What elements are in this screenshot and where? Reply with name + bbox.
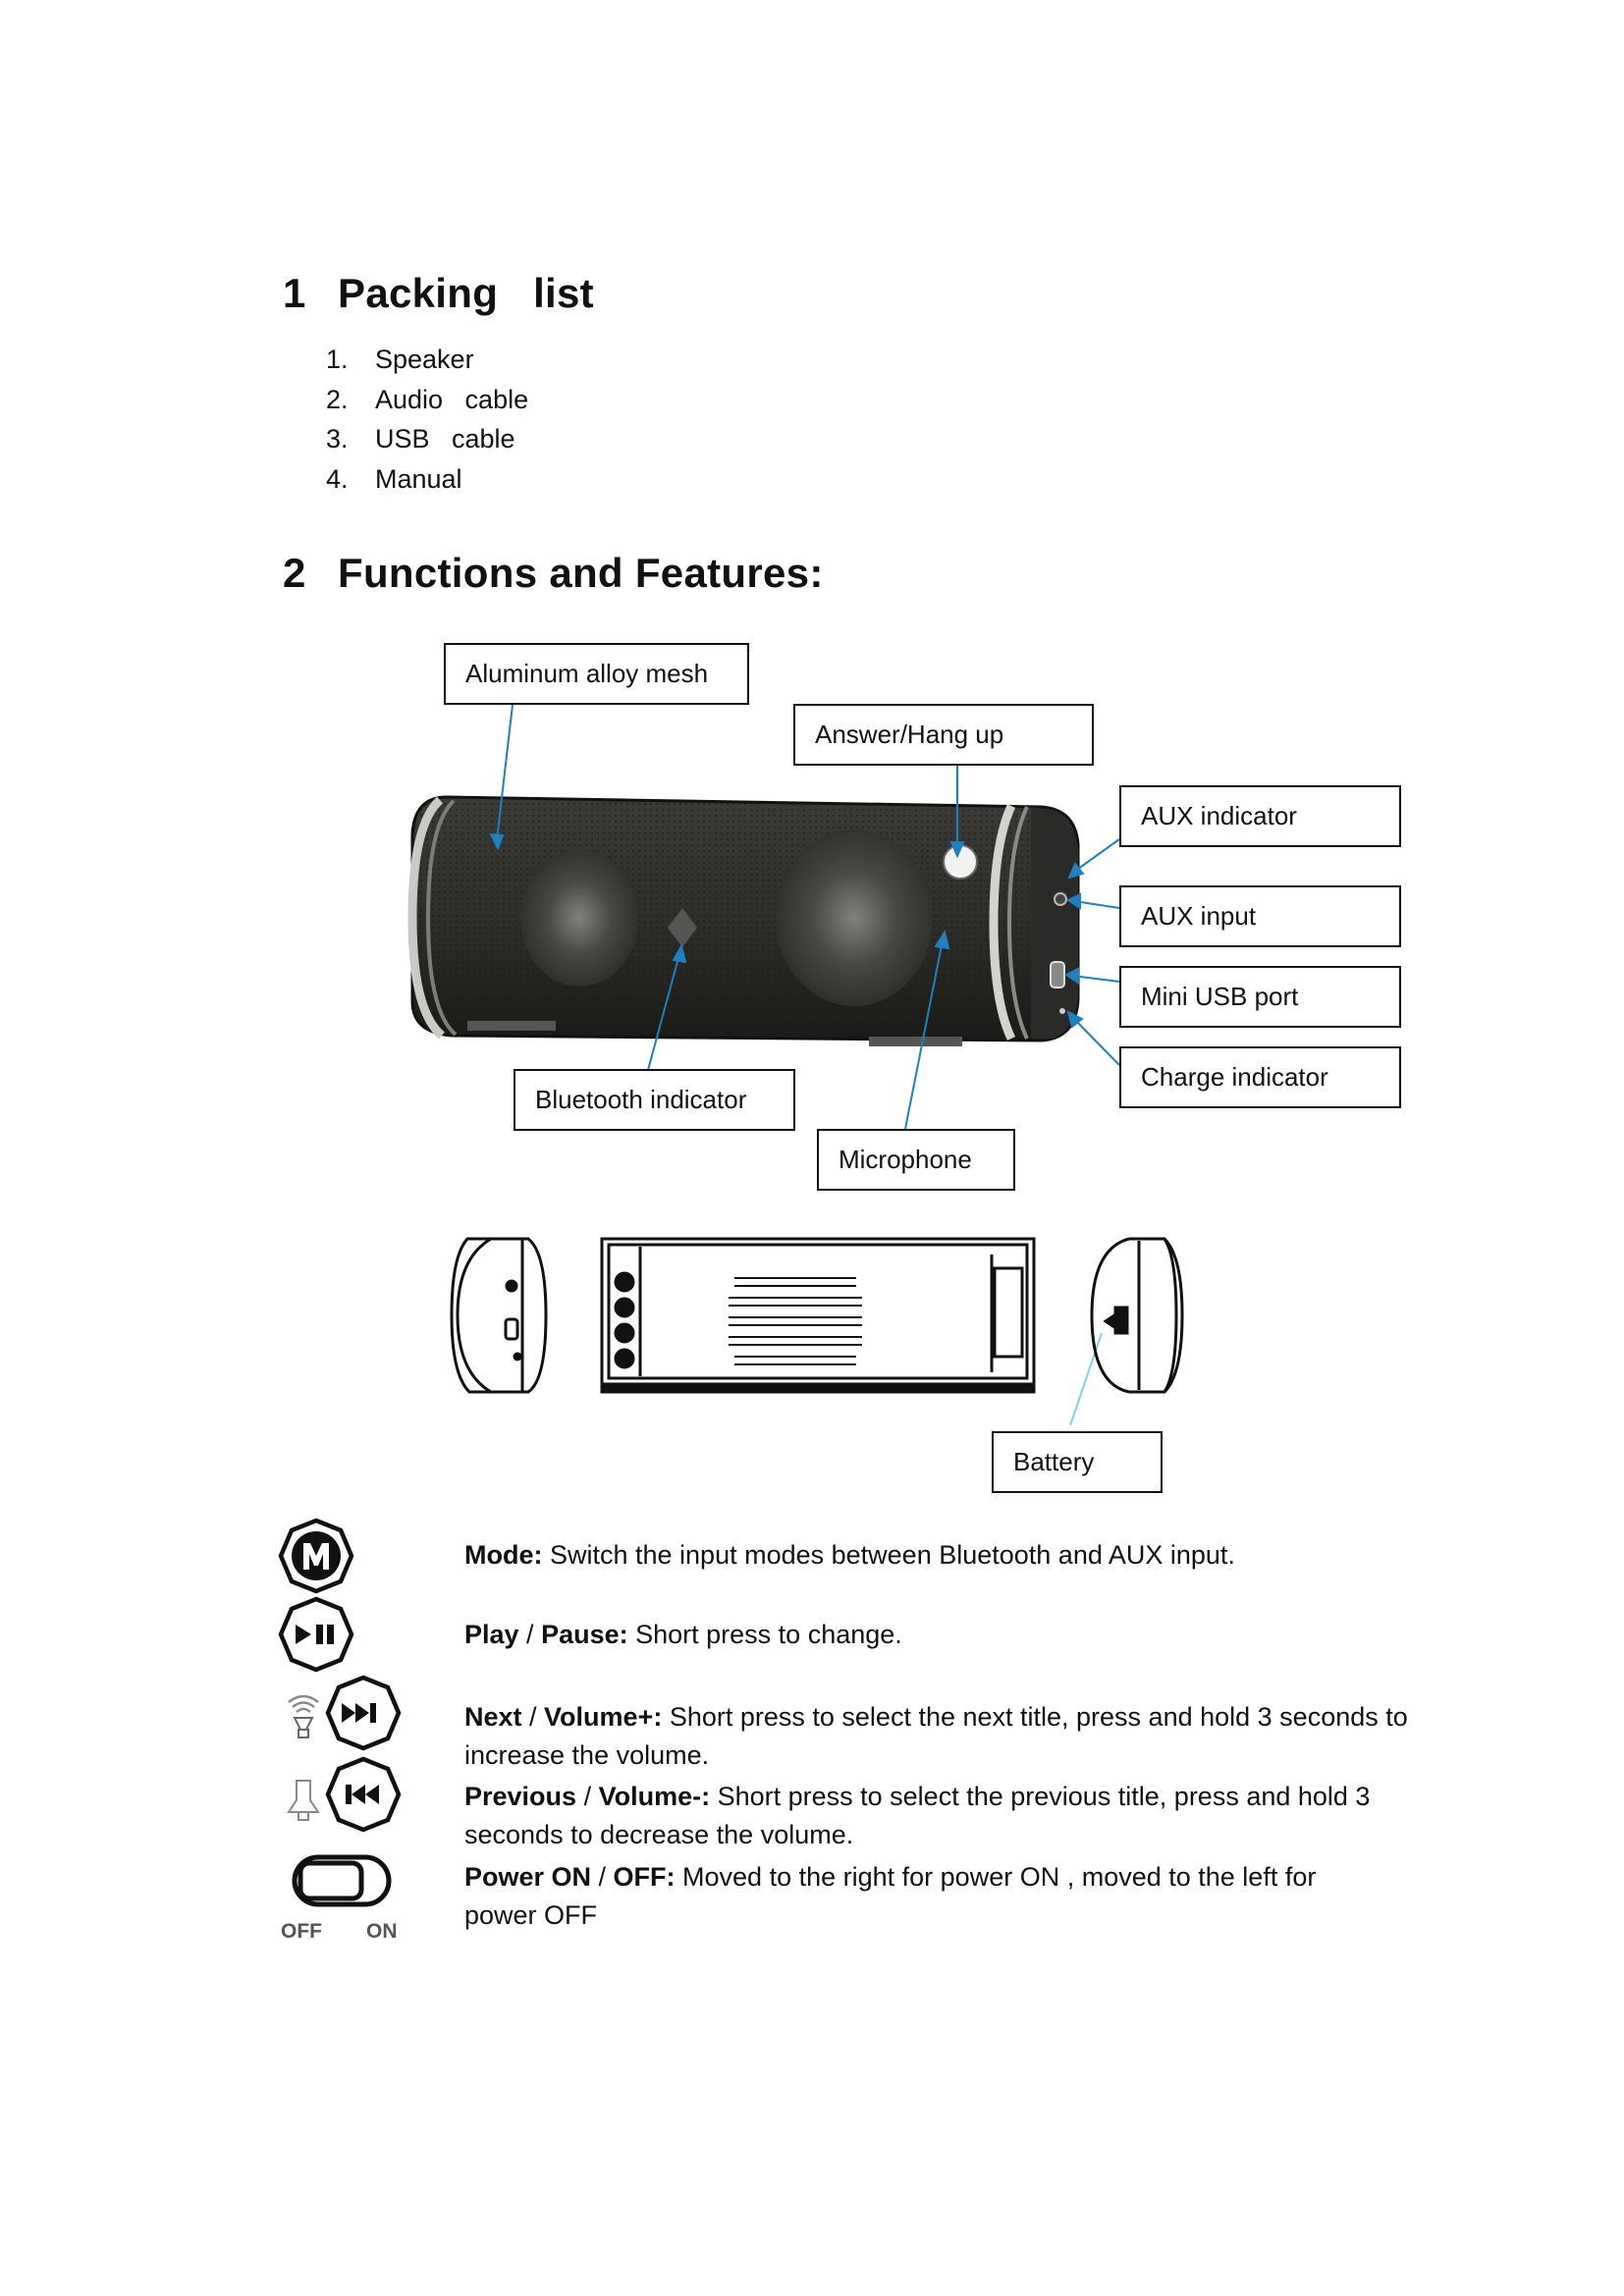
play-pause-text: Short press to change. [627, 1620, 902, 1649]
power-off-label: OFF: [613, 1862, 676, 1892]
section-number: 1 [283, 270, 306, 316]
list-label: Manual [375, 463, 462, 494]
previous-icon [324, 1755, 403, 1834]
callout-aux-input: AUX input [1119, 885, 1401, 947]
volume-up-icon [281, 1688, 326, 1743]
next-description [464, 1698, 1427, 1775]
mode-description [464, 1536, 1427, 1575]
switch-off-label: OFF [281, 1920, 322, 1943]
list-number: 3. [326, 424, 349, 454]
list-label: Audio cable [375, 384, 529, 414]
list-label: USB cable [375, 424, 515, 454]
callout-bluetooth-indicator: Bluetooth indicator [514, 1069, 795, 1131]
left-driver [520, 849, 638, 987]
list-label: Speaker [375, 345, 474, 374]
play-pause-icon [277, 1595, 355, 1674]
volume-down-label: Volume-: [598, 1782, 711, 1811]
separator: / [518, 1620, 542, 1649]
callout-aux-indicator: AUX indicator [1119, 785, 1401, 847]
section-number: 2 [283, 550, 306, 596]
previous-text: Short press to select the previous title, press and hold 3 seconds to decrease the volume. [464, 1782, 1371, 1849]
next-text: Short press to select the next title, press and hold 3 seconds to increase the volume. [464, 1702, 1408, 1770]
mode-label: Mode: [464, 1540, 543, 1570]
power-switch-icon [291, 1851, 393, 1910]
power-description [464, 1858, 1348, 1935]
next-icon [324, 1674, 403, 1752]
separator: / [591, 1862, 614, 1892]
mode-icon [277, 1517, 355, 1595]
mode-text: Switch the input modes between Bluetooth and AUX input. [542, 1540, 1235, 1570]
separator: / [521, 1702, 545, 1732]
switch-on-label: ON [366, 1920, 398, 1943]
callout-mini-usb-port: Mini USB port [1119, 966, 1401, 1028]
right-driver [776, 829, 933, 1006]
speaker-body [412, 797, 1078, 1046]
volume-down-icon [281, 1775, 326, 1830]
pause-label: Pause: [541, 1620, 628, 1649]
callout-answer-hang-up: Answer/Hang up [793, 704, 1094, 766]
section-title: Packing list [338, 270, 594, 316]
callout-charge-indicator: Charge indicator [1119, 1046, 1401, 1108]
volume-up-label: Volume+: [544, 1702, 663, 1732]
play-pause-description [464, 1616, 1427, 1654]
previous-description [464, 1778, 1427, 1854]
power-text: Moved to the right for power ON , moved to the left for power OFF [464, 1862, 1317, 1930]
next-label: Next [464, 1702, 522, 1732]
power-on-label: Power ON [464, 1862, 592, 1892]
callout-microphone: Microphone [817, 1129, 1015, 1191]
play-label: Play [464, 1620, 519, 1649]
separator: / [576, 1782, 599, 1811]
callout-aluminum-mesh: Aluminum alloy mesh [444, 643, 749, 705]
schematic-views [452, 1239, 1182, 1392]
list-number: 1. [326, 345, 349, 374]
callout-battery: Battery [992, 1431, 1163, 1493]
previous-label: Previous [464, 1782, 577, 1811]
list-number: 2. [326, 384, 349, 414]
list-number: 4. [326, 463, 349, 494]
section-title: Functions and Features: [338, 550, 824, 596]
